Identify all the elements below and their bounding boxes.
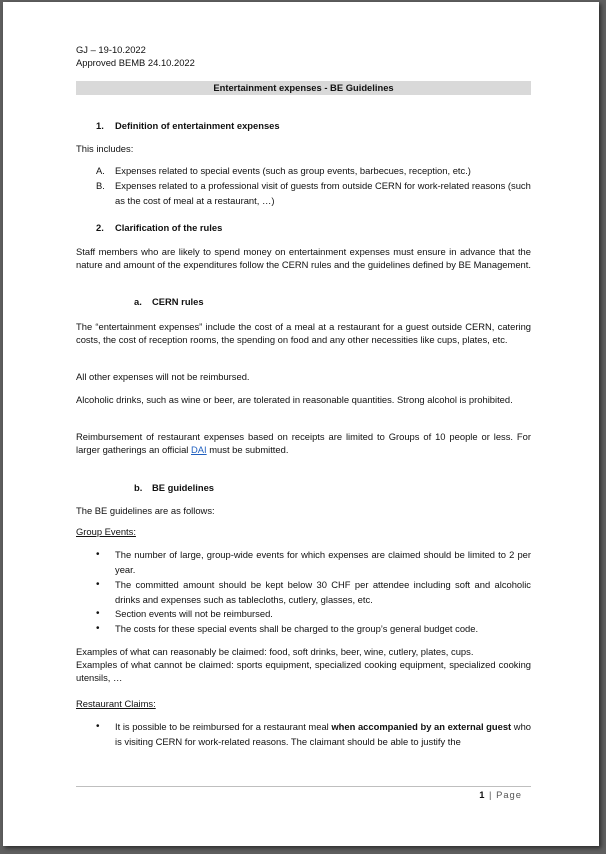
doc-meta [76,43,531,69]
paragraph-definition: The “entertainment expenses” include the cost of a meal at a restaurant for a guest outside CERN, catering costs, the cost of reception rooms, the spending on food and any other necessities like cups, plates, etc. [76,321,531,345]
document-page [3,2,599,846]
subsection-heading-a: a. CERN rules [134,296,204,307]
paragraph-staff: Staff members who are likely to spend money on entertainment expenses must ensure in advance that the nature and amount of the expenditures follow the CERN rules and the guidelines defined by BE Management. [76,246,531,270]
bullet-item: • Section events will not be reimbursed. [96,608,273,619]
bullet-item: • The number of large, group-wide events for which expenses are claimed should be limited to 2 per year. [96,549,531,575]
heading-group-events: Group Events: [76,526,136,537]
doc-code: GJ – 19-10.2022 [76,44,146,55]
dai-link[interactable]: DAI [191,444,207,455]
heading-restaurant-claims: Restaurant Claims: [76,698,156,709]
footer-divider [76,786,531,787]
bullet-item: • The costs for these special events shall be charged to the group’s general budget code. [96,623,479,634]
bullet-item: • The committed amount should be kept below 30 CHF per attendee including soft and alcoholic drinks and expenses such as tablecloths, cutlery, glasses, etc. [96,579,531,605]
approval-line: Approved BEMB 24.10.2022 [76,57,195,68]
paragraph-examples: Examples of what can reasonably be claimed: food, soft drinks, beer, wine, cutlery, plates, cups. Examples of what cannot be claimed: sports equipment, specialized cooking equipment, specialized cooking utensils, … [76,646,531,683]
paragraph-reimbursement: Reimbursement of restaurant expenses based on receipts are limited to Groups of 10 people or less. For larger gatherings an official DAI must be submitted. [76,431,531,455]
paragraph-be-guidelines: The BE guidelines are as follows: [76,505,215,516]
paragraph-alcohol: Alcoholic drinks, such as wine or beer, are tolerated in reasonable quantities. Strong alcohol is prohibited. [76,394,513,405]
subsection-heading-b: b. BE guidelines [134,482,214,493]
bullet-item: • It is possible to be reimbursed for a restaurant meal when accompanied by an external guest who is visiting CERN for work-related reasons. The claimant should be able to justify the [96,721,532,747]
list-item-b: B. Expenses related to a professional visit of guests from outside CERN for work-related reasons (such as the cost of meal at a restaurant, …) [96,180,531,206]
list-item-a: A. Expenses related to special events (such as group events, barbecues, reception, etc.) [96,165,471,176]
section-heading-2: 2. Clarification of the rules [96,222,223,233]
paragraph-includes: This includes: [76,143,134,154]
page-number: 1 [479,789,486,800]
section-heading-1: 1. Definition of entertainment expenses [96,120,280,131]
page-footer: 1 | Page [479,789,522,800]
document-title: Entertainment expenses - BE Guidelines [76,81,531,95]
paragraph-not-reimbursed: All other expenses will not be reimbursed. [76,371,250,382]
